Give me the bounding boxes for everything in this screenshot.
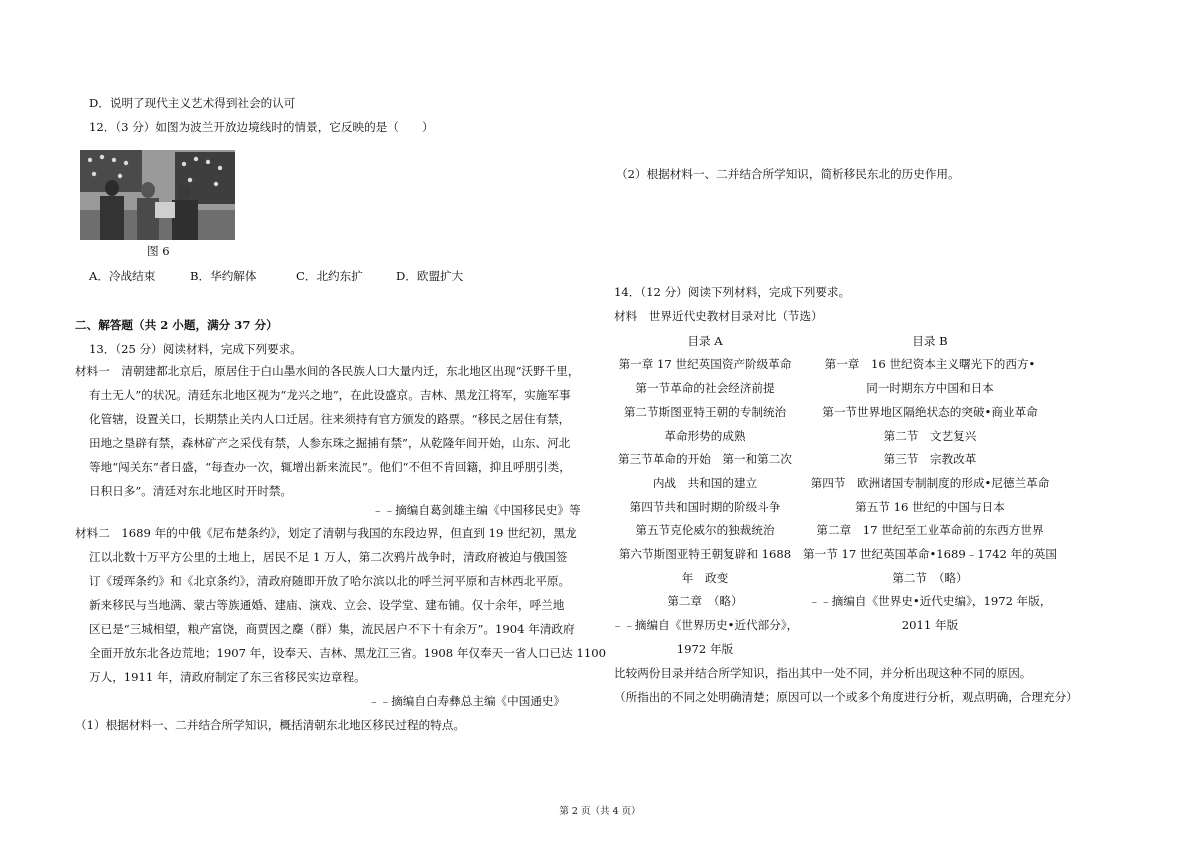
figure-6-photo: [80, 150, 235, 240]
catalog-a-line: 第三节革命的开始 第一和第二次: [618, 452, 792, 466]
catalog-a-source-year: 1972 年版: [676, 642, 734, 656]
catalog-a-line: 第一节革命的社会经济前提: [635, 381, 775, 395]
figure-caption: 图 6: [147, 244, 170, 258]
catalog-b-line: 同一时期东方中国和日本: [866, 381, 994, 395]
q13-stem: 13．（25 分）阅读材料，完成下列要求。: [89, 342, 302, 356]
material-1-line: 材料一 清朝建都北京后，原居住于白山墨水间的各民族人口大量内迁，东北地区出现“沃野千里，: [75, 364, 580, 378]
material-2-line: 新来移民与当地满、蒙古等族通婚、建庙、演戏、立会、设学堂、建布铺。仅十余年，呼兰地: [89, 598, 565, 612]
catalog-a-line: 第二章 （略）: [667, 594, 743, 608]
catalog-b-source: ﹣﹣摘编自《世界史•近代史编》，1972 年版，: [808, 594, 1052, 608]
material-2-line: 订《瑷珲条约》和《北京条约》，清政府随即开放了哈尔滨以北的呼兰河平原和吉林西北平原。: [89, 574, 571, 588]
q14-note: （所指出的不同之处明确清楚；原因可以一个或多个角度进行分析，观点明确，合理充分）: [614, 690, 1078, 704]
material-2-source: ﹣﹣摘编自白寿彝总主编《中国通史》: [368, 694, 566, 708]
material-1-line: 日积日多”。清廷对东北地区时开时禁。: [89, 484, 293, 498]
material-1-line: 等地“闯关东”者日盛，“每查办一次，辄增出新来流民”。他们“不但不肯回籍，抑且呼朋引类，: [89, 460, 571, 474]
material-1-line: 有土无人”的状况。清廷东北地区视为“龙兴之地”，在此设盛京。吉林、黑龙江将军，实施军事: [89, 388, 571, 402]
catalog-a-line: 第四节共和国时期的阶级斗争: [629, 500, 781, 514]
catalog-a-line: 革命形势的成熟: [664, 429, 746, 443]
catalog-b-line: 第一节世界地区隔绝状态的突破•商业革命: [822, 405, 1038, 419]
catalog-b-line: 第二节 （略）: [892, 571, 968, 585]
material-2-line: 江以北数十万平方公里的土地上，居民不足 1 万人，第二次鸦片战争时，清政府被迫与俄国签: [89, 550, 568, 564]
material-1-line: 田地之垦辟有禁，森林矿产之采伐有禁，人参东珠之掘捕有禁”，从乾隆年间开始，山东、河北: [89, 436, 571, 450]
material-2-line: 万人，1911 年，清政府制定了东三省移民实边章程。: [89, 670, 366, 684]
catalog-b-line: 第一章 16 世纪资本主义曙光下的西方•: [824, 357, 1036, 371]
catalog-a-line: 第六节斯图亚特王朝复辟和 1688: [618, 547, 792, 561]
material-2-line: 全面开放东北各边荒地；1907 年，设奉天、吉林、黑龙江三省。1908 年仅奉天一省人口已达 1100: [89, 646, 606, 660]
material-1-source: ﹣﹣摘编自葛剑雄主编《中国移民史》等: [372, 503, 581, 517]
q12-option-b: B．华约解体: [190, 269, 257, 283]
q11-option-d: D．说明了现代主义艺术得到社会的认可: [89, 96, 296, 110]
material-2-line: 区已是“三城相望，粮产富饶，商贾因之麇（群）集，流民居户不下十有余万”。1904 年清政府: [89, 622, 575, 636]
catalog-b-heading: 目录 B: [912, 334, 948, 348]
catalog-a-line: 年 政变: [681, 571, 729, 585]
q12-stem: 12．（3 分）如图为波兰开放边境线时的情景，它反映的是（ ）: [89, 120, 434, 134]
catalog-a-line: 第五节克伦威尔的独裁统治: [635, 523, 775, 537]
catalog-a-line: 第二节斯图亚特王朝的专制统治: [623, 405, 787, 419]
q12-option-a: A．冷战结束: [89, 269, 156, 283]
q12-option-d: D．欧盟扩大: [396, 269, 464, 283]
catalog-b-line: 第五节 16 世纪的中国与日本: [855, 500, 1005, 514]
catalog-b-line: 第四节 欧洲诸国专制制度的形成•尼德兰革命: [810, 476, 1050, 490]
section-2-title: 二、解答题（共 2 小题，满分 37 分）: [75, 318, 278, 332]
page-footer: 第 2 页（共 4 页）: [559, 806, 641, 817]
catalog-b-line: 第二章 17 世纪至工业革命前的东西方世界: [816, 523, 1044, 537]
catalog-b-line: 第二节 文艺复兴: [883, 429, 977, 443]
catalog-a-heading: 目录 A: [687, 334, 723, 348]
material-1-line: 化管辖，设置关口，长期禁止关内人口迁居。往来须持有官方颁发的路票。“移民之居住有禁，: [89, 412, 571, 426]
q13-part-1: （1）根据材料一、二并结合所学知识，概括清朝东北地区移民过程的特点。: [75, 718, 465, 732]
catalog-b-source-year: 2011 年版: [901, 618, 959, 632]
material-2-line: 材料二 1689 年的中俄《尼布楚条约》，划定了清朝与我国的东段边界，但直到 19 世纪初，黑龙: [75, 526, 577, 540]
q12-option-c: C．北约东扩: [296, 269, 363, 283]
catalog-a-line: 第一章 17 世纪英国资产阶级革命: [618, 357, 792, 371]
catalog-b-line: 第三节 宗教改革: [883, 452, 977, 466]
catalog-a-source: ﹣﹣摘编自《世界历史•近代部分》，: [611, 618, 799, 632]
q13-part-2: （2）根据材料一、二并结合所学知识，简析移民东北的历史作用。: [616, 167, 960, 181]
q14-task: 比较两份目录并结合所学知识，指出其中一处不同，并分析出现这种不同的原因。: [614, 666, 1032, 680]
catalog-b-line: 第一节 17 世纪英国革命•1689﹣1742 年的英国: [803, 547, 1057, 561]
border-opening-photo: [80, 150, 235, 240]
material-title: 材料 世界近代史教材目录对比（节选）: [614, 309, 823, 323]
catalog-a-line: 内战 共和国的建立: [652, 476, 758, 490]
q14-stem: 14．（12 分）阅读下列材料，完成下列要求。: [614, 285, 851, 299]
